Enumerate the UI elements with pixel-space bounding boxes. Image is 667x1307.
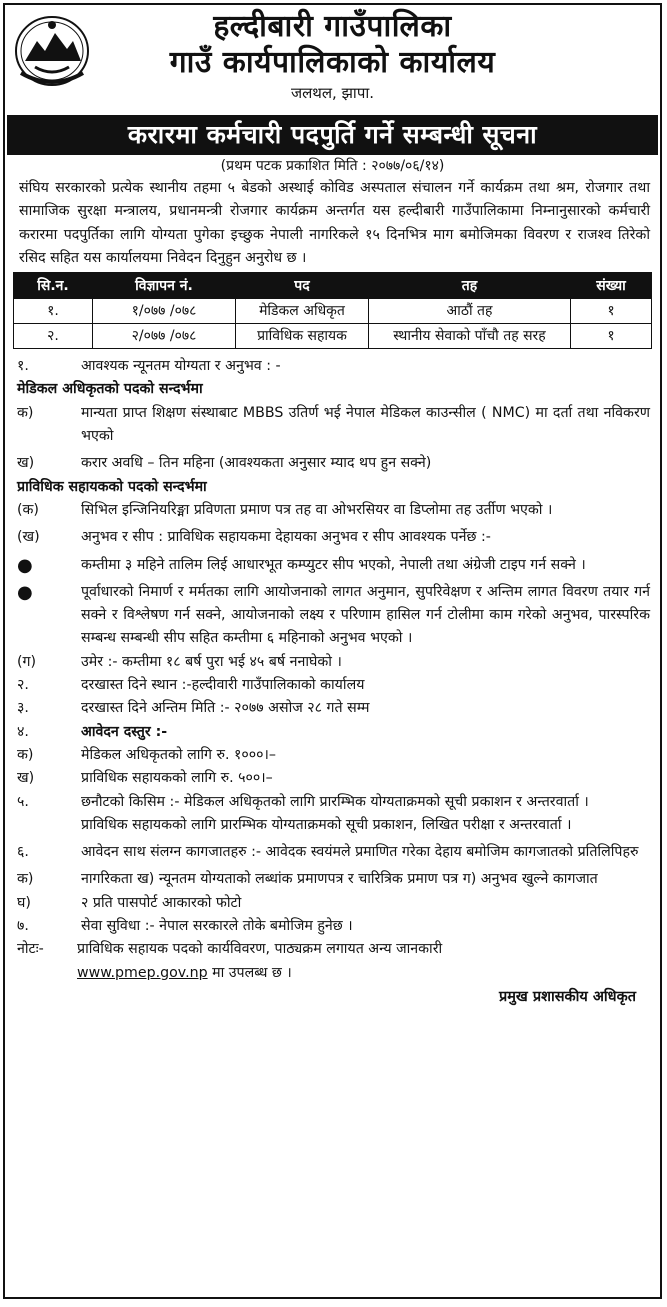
col-count: संख्या [571, 273, 652, 299]
pmep-website-link[interactable]: www.pmep.gov.np [77, 964, 208, 981]
cell-count: १ [571, 299, 652, 324]
header [5, 5, 660, 115]
bullet-icon: ● [17, 581, 33, 603]
cell-count: १ [571, 324, 652, 349]
age-requirement: (ग) उमेर :- कम्तीमा १८ बर्ष पुरा भई ४५ बर्ष ननाघेको । [17, 653, 342, 670]
table-header-row [14, 273, 652, 299]
medical-heading: मेडिकल अधिकृतको पदको सन्दर्भमा [17, 381, 203, 398]
cell-level: आठौं तह [369, 299, 571, 324]
office-location: जलथल, झापा. [291, 84, 374, 102]
medical-item-b: ख) करार अवधि – तिन महिना (आवश्यकता अनुसार म्याद थप हुन सक्ने) [17, 455, 432, 472]
notice-body [5, 349, 660, 1009]
cell-ad: १/०७७ /०७८ [93, 299, 236, 324]
skill-bullet-2: ● पूर्वाधारको निमार्ण र मर्मतका लागि आयोजनाको लागत अनुमान, सुपरिवेक्षण र अन्तिम लागत विवरण तयार गर्न सक्ने र विश्लेषण गर्न सक्ने, आयोजनाको लक्ष्य र परिणाम हासिल गर्न टोलीमा काम गरेको अनुभव, पारस्परिक सम्बन्ध सम्बन्धी सीप सहित कम्तीमा ६ महिनाको अनुभव भएको । [17, 581, 650, 647]
fee-title: ४. आवेदन दस्तुर :- [17, 723, 168, 740]
office-name: हल्दीबारी गाउँपालिका [213, 9, 452, 44]
skill-bullet-1: ● कम्तीमा ३ महिने तालिम लिई आधारभूत कम्प्युटर सीप भएको, नेपाली तथा अंग्रेजी टाइप गर्न सक्ने । [17, 554, 586, 576]
medical-item-a: क) मान्यता प्राप्त शिक्षण संस्थाबाट MBBS उतिर्ण भई नेपाल मेडिकल काउन्सील ( NMC) मा दर्ता तथा नविकरण भएको [17, 404, 650, 445]
fee-medical: क) मेडिकल अधिकृतको लागि रु. १०००।– [17, 746, 277, 763]
intro-paragraph: संघिय सरकारको प्रत्येक स्थानीय तहमा ५ बेडको अस्थाई कोविड अस्पताल संचालन गर्ने कार्यक्रम तथा श्रम, रोजगार तथा सामाजिक सुरक्षा मन्त्रालय, प्रधानमन्त्री रोजगार कार्यक्रम अन्तर्गत यस हल्दीबारी गाउँपालिकामा निम्नानुसारको कर्मचारी करारमा पदपुर्तिका लागि योग्यता पुगेका इच्छुक नेपाली नागरिकले १५ दिनभित्र माग बमोजिमका विवरण र राजश्व तिरेको रसिद सहित यस कार्यालयमा निवेदन दिनुहुन अनुरोध छ । [19, 180, 650, 266]
cell-level: स्थानीय सेवाको पाँचौ तह सरह [369, 324, 571, 349]
col-sn: सि.न. [14, 273, 93, 299]
publication-date: (प्रथम पटक प्रकाशित मिति : २०७७/०६/१४) [220, 158, 445, 174]
vacancy-table [13, 272, 652, 349]
cell-ad: २/०७७ /०७८ [93, 324, 236, 349]
note: नोटः- प्राविधिक सहायक पदको कार्यविवरण, पाठ्यक्रम लगायत अन्य जानकारी www.pmep.gov.np मा उपलब्ध छ । [17, 941, 443, 981]
application-deadline: ३. दरखास्त दिने अन्तिम मिति :- २०७७ असोज २८ गते सम्म [17, 700, 370, 717]
cell-sn: १. [14, 299, 93, 324]
cell-sn: २. [14, 324, 93, 349]
cell-post: प्राविधिक सहायक [236, 324, 369, 349]
facilities: ७. सेवा सुविधा :- नेपाल सरकारले तोके बमोजिम हुनेछ । [17, 918, 353, 935]
table-row [14, 299, 652, 324]
documents-item-b: घ) २ प्रति पासपोर्ट आकारको फोटो [17, 894, 242, 911]
col-level: तह [369, 273, 571, 299]
application-place: २. दरखास्त दिने स्थान :-हल्दीवारी गाउँपालिकाको कार्यालय [17, 677, 365, 694]
technical-item-a: (क) सिभिल इन्जिनियरिङ्मा प्रविणता प्रमाण पत्र तह वा ओभरसियर वा डिप्लोमा तह उर्तीण भएको । [17, 501, 553, 518]
col-ad-no: विज्ञापन नं. [93, 273, 236, 299]
table-row [14, 324, 652, 349]
signature: प्रमुख प्रशासकीय अधिकृत [499, 988, 636, 1005]
office-subtitle: गाउँ कार्यपालिकाको कार्यालय [169, 45, 496, 80]
notice-title: करारमा कर्मचारी पदपुर्ति गर्ने सम्बन्धी सूचना [7, 115, 658, 155]
selection-method: ५. छनौटको किसिम :- मेडिकल अधिकृतको लागि प्रारम्भिक योग्यताक्रमको सूची प्रकाशन र अन्तरवार्ता । प्राविधिक सहायकको लागि प्रारम्भिक योग्यताक्रमको सूची प्रकाशन, लिखित परीक्षा र अन्तरवार्ता । [17, 793, 589, 833]
technical-heading: प्राविधिक सहायकको पदको सन्दर्भमा [17, 478, 207, 495]
required-documents: ६. आवेदन साथ संलग्न कागजातहरु :- आवेदक स्वयंमले प्रमाणित गरेका देहाय बमोजिम कागजातको प्रतिलिपिहरु [17, 844, 639, 861]
requirements-title: १. आवश्यक न्यूनतम योग्यता र अनुभव : - [17, 358, 281, 375]
col-post: पद [236, 273, 369, 299]
fee-technical: ख) प्राविधिक सहायकको लागि रु. ५००।– [17, 770, 273, 787]
bullet-icon: ● [17, 554, 33, 576]
nepal-emblem-icon [13, 11, 91, 89]
technical-item-b: (ख) अनुभव र सीप : प्राविधिक सहायकमा देहायका अनुभव र सीप आवश्यक पर्नेछ :- [17, 529, 491, 546]
notice-page [3, 3, 662, 1299]
cell-post: मेडिकल अधिकृत [236, 299, 369, 324]
documents-item-a: क) नागरिकता ख) न्यूनतम योग्यताको लब्धांक प्रमाणपत्र र चारित्रिक प्रमाण पत्र ग) अनुभव खुल्ने कागजात [17, 871, 598, 888]
